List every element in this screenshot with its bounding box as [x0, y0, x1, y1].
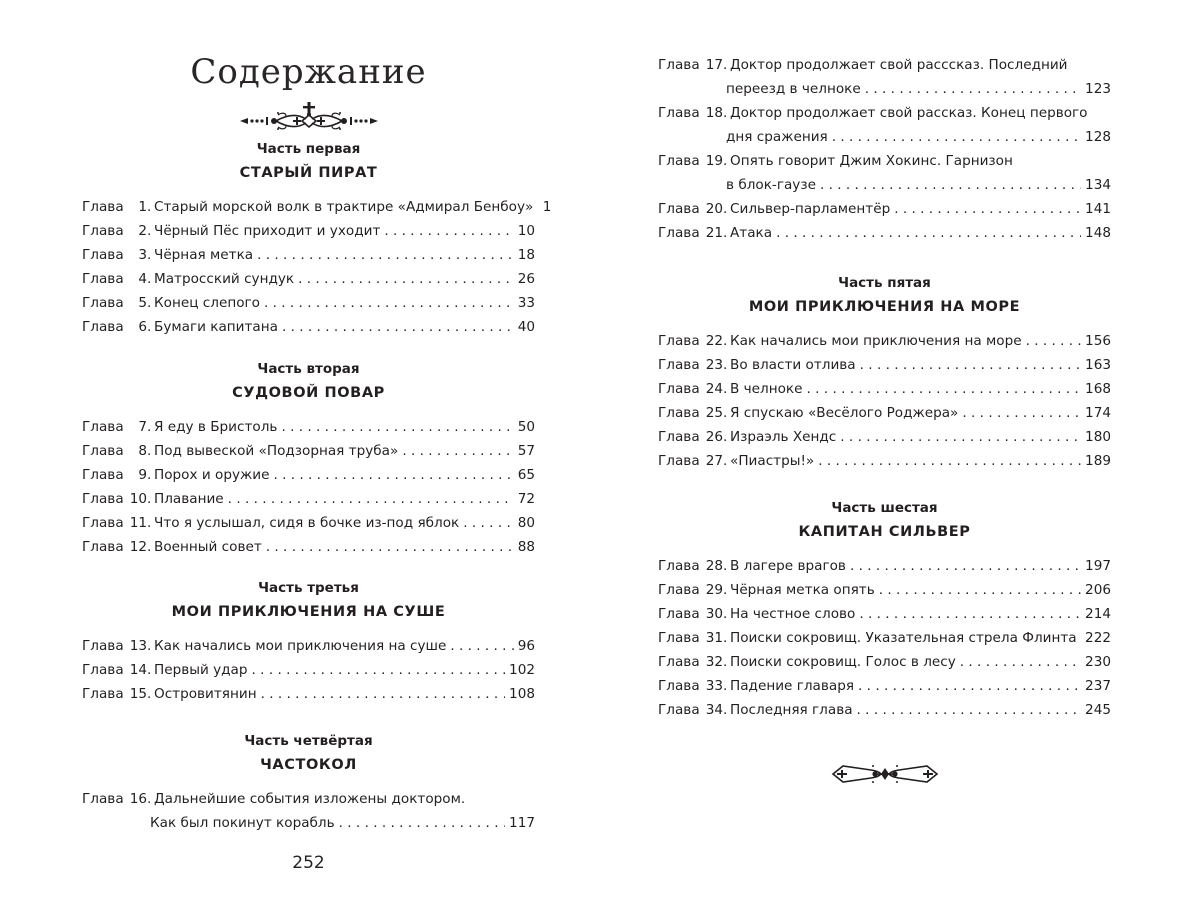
page-number: 252	[292, 853, 325, 873]
chapter-title: Первый удар	[154, 662, 248, 678]
page-ref: 197	[1085, 558, 1111, 574]
page-ref: 148	[1085, 225, 1111, 241]
chapter-number: 13	[129, 638, 147, 654]
chapter-title: Поиски сокровищ. Указательная стрела Флинта	[730, 630, 1077, 646]
chapter-title: Под вывеской «Подзорная труба»	[154, 443, 399, 459]
page-ref: 96	[517, 638, 535, 654]
dot-leader	[857, 698, 1082, 722]
toc-entry-continuation[interactable]	[82, 811, 535, 835]
fleuron-tailpiece-icon	[831, 762, 939, 786]
page-ref: 72	[517, 491, 535, 507]
part-title: КАПИТАН СИЛЬВЕР	[798, 524, 971, 540]
part-section	[658, 275, 1111, 473]
page-ref: 222	[1085, 630, 1111, 646]
chapter-title: На честное слово	[730, 606, 856, 622]
chapter-title: Я спускаю «Весёлого Роджера»	[730, 405, 959, 421]
toc-entry[interactable]: Глава 25 . Я спускаю «Весёлого Роджера» . . . 174	[658, 401, 1111, 425]
toc-entry[interactable]: Глава 13 . Как начались мои приключения на суше . . . 96	[82, 634, 535, 658]
chapter-word: Глава	[658, 630, 700, 646]
part-label: Часть первая	[256, 141, 361, 157]
chapter-list	[658, 554, 1111, 722]
toc-entry[interactable]: Глава 9 . Порох и оружие . . . 65	[82, 463, 535, 487]
dot-leader	[807, 377, 1082, 401]
dot-leader	[776, 221, 1081, 245]
page-ref: 80	[517, 515, 535, 531]
chapter-title: Как начались мои приключения на суше	[154, 638, 447, 654]
chapter-number: 32	[705, 654, 723, 670]
chapter-title-continued: в блок-гаузе	[726, 177, 816, 193]
chapter-word: Глава	[82, 791, 124, 807]
chapter-number: 33	[705, 678, 723, 694]
toc-entry[interactable]: Глава 29 . Чёрная метка опять . . . 206	[658, 578, 1111, 602]
dot-leader	[960, 650, 1081, 674]
page-ref: 230	[1085, 654, 1111, 670]
part-label: Часть вторая	[257, 361, 360, 377]
chapter-word: Глава	[658, 201, 700, 217]
page-ref: 65	[517, 467, 535, 483]
chapter-word: Глава	[82, 467, 124, 483]
chapter-title: Поиски сокровищ. Голос в лесу	[730, 654, 956, 670]
chapter-number: 6	[138, 319, 147, 335]
chapter-title: В лагере врагов	[730, 558, 846, 574]
chapter-title: Чёрная метка опять	[730, 582, 875, 598]
toc-entry[interactable]: Глава 21 . Атака . . . 148	[658, 221, 1111, 245]
chapter-number: 12	[129, 539, 147, 555]
chapter-word: Глава	[82, 295, 124, 311]
toc-entry-continuation[interactable]	[658, 173, 1111, 197]
dot-leader	[384, 219, 513, 243]
toc-entry[interactable]: Глава 26 . Израэль Хендс . . . 180	[658, 425, 1111, 449]
chapter-number: 2	[138, 223, 147, 239]
chapter-number: 14	[129, 662, 147, 678]
chapter-title-continued: дня сражения	[726, 129, 828, 145]
page-ref: 18	[517, 247, 535, 263]
part-label: Часть пятая	[838, 275, 931, 291]
toc-entry[interactable]: Глава 11 . Что я услышал, сидя в бочке из-под яблок . . . 80	[82, 511, 535, 535]
chapter-word: Глава	[658, 105, 700, 121]
chapter-title-continued: переезд в челноке	[726, 81, 861, 97]
chapter-title: Матросский сундук	[154, 271, 295, 287]
chapter-number: 31	[705, 630, 723, 646]
chapter-title: Военный совет	[154, 539, 262, 555]
chapter-word: Глава	[658, 558, 700, 574]
chapter-number: 29	[705, 582, 723, 598]
chapter-word: Глава	[82, 662, 124, 678]
page-ref: 108	[509, 686, 535, 702]
chapter-title: Во власти отлива	[730, 357, 856, 373]
dot-leader	[228, 487, 514, 511]
chapter-title: Как начались мои приключения на море	[730, 333, 1022, 349]
chapter-list	[82, 634, 535, 706]
chapter-number: 10	[129, 491, 147, 507]
left-page	[82, 0, 552, 917]
page-ref: 26	[517, 271, 535, 287]
chapter-word: Глава	[82, 686, 124, 702]
toc-entry[interactable]: Глава 24 . В челноке . . . 168	[658, 377, 1111, 401]
chapter-number: 21	[705, 225, 723, 241]
page-ref: 156	[1085, 333, 1111, 349]
part-section	[82, 733, 535, 835]
chapter-word: Глава	[658, 405, 700, 421]
part-label: Часть шестая	[831, 500, 938, 516]
page-ref: 33	[517, 295, 535, 311]
chapter-list	[82, 415, 535, 559]
toc-entry[interactable]: Глава 23 . Во власти отлива . . . 163	[658, 353, 1111, 377]
chapter-number: 34	[705, 702, 723, 718]
toc-entry[interactable]: Глава 20 . Сильвер-парламентёр . . . 141	[658, 197, 1111, 221]
chapter-number: 26	[705, 429, 723, 445]
chapter-title: Опять говорит Джим Хокинс. Гарнизон	[730, 153, 1013, 169]
page-ref: 88	[517, 539, 535, 555]
page-ref: 180	[1085, 429, 1111, 445]
continued-chapter-list	[658, 53, 1111, 245]
chapter-title: Я еду в Бристоль	[154, 419, 278, 435]
chapter-list	[658, 53, 1111, 245]
page-ref: 237	[1085, 678, 1111, 694]
chapter-number: 20	[705, 201, 723, 217]
dot-leader	[820, 173, 1081, 197]
page-ref: 123	[1085, 81, 1111, 97]
chapter-word: Глава	[658, 606, 700, 622]
toc-entry[interactable]: Глава 32 . Поиски сокровищ. Голос в лесу . . . 230	[658, 650, 1111, 674]
dot-leader	[840, 425, 1081, 449]
page-ref: 214	[1085, 606, 1111, 622]
chapter-word: Глава	[82, 223, 124, 239]
chapter-title: Бумаги капитана	[154, 319, 278, 335]
toc-entry[interactable]: Глава 14 . Первый удар . . . 102	[82, 658, 535, 682]
part-section	[658, 500, 1111, 722]
dot-leader	[832, 125, 1081, 149]
chapter-title: Плавание	[154, 491, 224, 507]
dot-leader	[264, 291, 514, 315]
chapter-number: 11	[129, 515, 147, 531]
dot-leader	[463, 511, 513, 535]
part-title: МОИ ПРИКЛЮЧЕНИЯ НА СУШЕ	[171, 604, 446, 620]
toc-entry[interactable]: Глава 8 . Под вывеской «Подзорная труба» . . . 57	[82, 439, 535, 463]
chapter-word: Глава	[658, 702, 700, 718]
toc-entry[interactable]: Глава 2 . Чёрный Пёс приходит и уходит . . . 10	[82, 219, 535, 243]
toc-entry[interactable]: Глава 16 . Дальнейшие события изложены доктором.	[82, 787, 535, 811]
toc-entry[interactable]: Глава 19 . Опять говорит Джим Хокинс. Гарнизон	[658, 149, 1111, 173]
chapter-title: Чёрный Пёс приходит и уходит	[154, 223, 381, 239]
page-ref: 1	[542, 199, 552, 215]
dot-leader	[450, 634, 513, 658]
page-title: Содержание	[190, 52, 427, 92]
chapter-number: 25	[705, 405, 723, 421]
part-section	[82, 580, 535, 706]
page-ref: 102	[509, 662, 535, 678]
chapter-title: Чёрная метка	[154, 247, 254, 263]
part-section	[82, 361, 535, 559]
chapter-number: 18	[705, 105, 723, 121]
chapter-title-continued: Как был покинут корабль	[150, 815, 335, 831]
toc-entry[interactable]: Глава 6 . Бумаги капитана . . . 40	[82, 315, 535, 339]
chapter-word: Глава	[658, 429, 700, 445]
toc-entry[interactable]: Глава 15 . Островитянин . . . 108	[82, 682, 535, 706]
toc-entry[interactable]: Глава 33 . Падение главаря . . . 237	[658, 674, 1111, 698]
page-ref: 134	[1085, 177, 1111, 193]
toc-entry-continuation[interactable]	[658, 125, 1111, 149]
part-title: ЧАСТОКОЛ	[260, 757, 357, 773]
toc-entry[interactable]: Глава 1 . Старый морской волк в трактире «Адмирал Бенбоу» 1	[82, 195, 535, 219]
chapter-word: Глава	[82, 491, 124, 507]
page-ref: 141	[1085, 201, 1111, 217]
chapter-number: 5	[138, 295, 147, 311]
chapter-number: 8	[138, 443, 147, 459]
chapter-number: 24	[705, 381, 723, 397]
dot-leader	[252, 658, 506, 682]
chapter-title: Падение главаря	[730, 678, 855, 694]
toc-entry[interactable]: Глава 10 . Плавание . . . 72	[82, 487, 535, 511]
dot-leader	[865, 77, 1081, 101]
chapter-title: Доктор продолжает свой расссказ. Последний	[730, 57, 1068, 73]
part-label: Часть третья	[258, 580, 359, 596]
dot-leader	[894, 197, 1081, 221]
chapter-number: 27	[705, 453, 723, 469]
chapter-list	[82, 195, 552, 339]
chapter-word: Глава	[658, 357, 700, 373]
right-page	[658, 0, 1111, 917]
page-ref: 189	[1085, 453, 1111, 469]
chapter-word: Глава	[658, 678, 700, 694]
chapter-title: Доктор продолжает свой рассказ. Конец первого	[730, 105, 1088, 121]
chapter-title: Сильвер-парламентёр	[730, 201, 891, 217]
chapter-word: Глава	[658, 225, 700, 241]
chapter-word: Глава	[658, 654, 700, 670]
chapter-number: 3	[138, 247, 147, 263]
dot-leader	[257, 243, 514, 267]
toc-entry[interactable]: Глава 30 . На честное слово . . . 214	[658, 602, 1111, 626]
chapter-word: Глава	[658, 381, 700, 397]
chapter-word: Глава	[82, 515, 124, 531]
toc-entry[interactable]: Глава 28 . В лагере врагов . . . 197	[658, 554, 1111, 578]
chapter-title: Атака	[730, 225, 773, 241]
chapter-number: 23	[705, 357, 723, 373]
chapter-word: Глава	[658, 57, 700, 73]
chapter-number: 4	[138, 271, 147, 287]
toc-entry[interactable]: Глава 12 . Военный совет . . . 88	[82, 535, 535, 559]
toc-entry[interactable]: Глава 31 . Поиски сокровищ. Указательная стрела Флинта . . . 222	[658, 626, 1111, 650]
toc-entry[interactable]: Глава 27 . «Пиастры!» . . . 189	[658, 449, 1111, 473]
dot-leader	[879, 578, 1081, 602]
chapter-number: 16	[129, 791, 147, 807]
chapter-number: 30	[705, 606, 723, 622]
page-ref: 206	[1085, 582, 1111, 598]
part-title: МОИ ПРИКЛЮЧЕНИЯ НА МОРЕ	[748, 299, 1021, 315]
chapter-word: Глава	[82, 419, 124, 435]
page-ref: 174	[1085, 405, 1111, 421]
chapter-word: Глава	[658, 582, 700, 598]
chapter-number: 15	[129, 686, 147, 702]
chapter-title: Последняя глава	[730, 702, 853, 718]
page-ref: 245	[1085, 702, 1111, 718]
chapter-number: 1	[138, 199, 147, 215]
chapter-title: Израэль Хендс	[730, 429, 837, 445]
toc-entry[interactable]: Глава 22 . Как начались мои приключения на море . . . 156	[658, 329, 1111, 353]
dot-leader	[281, 415, 513, 439]
chapter-list	[82, 787, 535, 835]
chapter-title: Что я услышал, сидя в бочке из-под яблок	[154, 515, 460, 531]
toc-entry[interactable]: Глава 7 . Я еду в Бристоль . . . 50	[82, 415, 535, 439]
dot-leader	[273, 463, 513, 487]
toc-entry[interactable]: Глава 17 . Доктор продолжает свой расссказ. Последний	[658, 53, 1111, 77]
dot-leader	[266, 535, 514, 559]
page-ref: 168	[1085, 381, 1111, 397]
chapter-number: 17	[705, 57, 723, 73]
chapter-number: 9	[138, 467, 147, 483]
page-ref: 128	[1085, 129, 1111, 145]
chapter-word: Глава	[658, 453, 700, 469]
part-section	[82, 141, 552, 339]
chapter-word: Глава	[658, 153, 700, 169]
part-title: СУДОВОЙ ПОВАР	[232, 385, 385, 401]
chapter-title: Конец слепого	[154, 295, 260, 311]
dot-leader	[850, 554, 1081, 578]
dot-leader	[860, 353, 1081, 377]
page-ref: 10	[517, 223, 535, 239]
part-title: СТАРЫЙ ПИРАТ	[239, 165, 378, 181]
dot-leader	[261, 682, 505, 706]
fleuron-divider-icon	[238, 100, 380, 136]
chapter-title: В челноке	[730, 381, 803, 397]
toc-entry[interactable]: Глава 18 . Доктор продолжает свой рассказ. Конец первого	[658, 101, 1111, 125]
dot-leader	[282, 315, 514, 339]
chapter-list	[658, 329, 1111, 473]
chapter-word: Глава	[82, 271, 124, 287]
page-ref: 117	[509, 815, 535, 831]
chapter-title: Островитянин	[154, 686, 257, 702]
toc-entry[interactable]: Глава 5 . Конец слепого . . . 33	[82, 291, 535, 315]
page-ref: 163	[1085, 357, 1111, 373]
chapter-title: Дальнейшие события изложены доктором.	[154, 791, 466, 807]
dot-leader	[858, 674, 1081, 698]
page-ref: 50	[517, 419, 535, 435]
page-ref: 57	[517, 443, 535, 459]
chapter-title: «Пиастры!»	[730, 453, 815, 469]
chapter-word: Глава	[82, 443, 124, 459]
chapter-word: Глава	[82, 638, 124, 654]
dot-leader	[859, 602, 1081, 626]
dot-leader	[339, 811, 505, 835]
chapter-title: Старый морской волк в трактире «Адмирал Бенбоу»	[154, 199, 534, 215]
chapter-word: Глава	[82, 199, 124, 215]
toc-entry[interactable]: Глава 3 . Чёрная метка . . . 18	[82, 243, 535, 267]
chapter-word: Глава	[82, 539, 124, 555]
dot-leader	[298, 267, 514, 291]
dot-leader	[818, 449, 1081, 473]
dot-leader	[1026, 329, 1081, 353]
chapter-number: 19	[705, 153, 723, 169]
chapter-word: Глава	[658, 333, 700, 349]
chapter-word: Глава	[82, 319, 124, 335]
chapter-title: Порох и оружие	[154, 467, 270, 483]
dot-leader	[402, 439, 513, 463]
page-ref: 40	[517, 319, 535, 335]
part-label: Часть четвёртая	[244, 733, 373, 749]
chapter-number: 7	[138, 419, 147, 435]
chapter-word: Глава	[82, 247, 124, 263]
dot-leader	[962, 401, 1081, 425]
chapter-number: 28	[705, 558, 723, 574]
toc-entry-continuation[interactable]	[658, 77, 1111, 101]
toc-entry[interactable]: Глава 4 . Матросский сундук . . . 26	[82, 267, 535, 291]
chapter-number: 22	[705, 333, 723, 349]
toc-entry[interactable]: Глава 34 . Последняя глава . . . 245	[658, 698, 1111, 722]
